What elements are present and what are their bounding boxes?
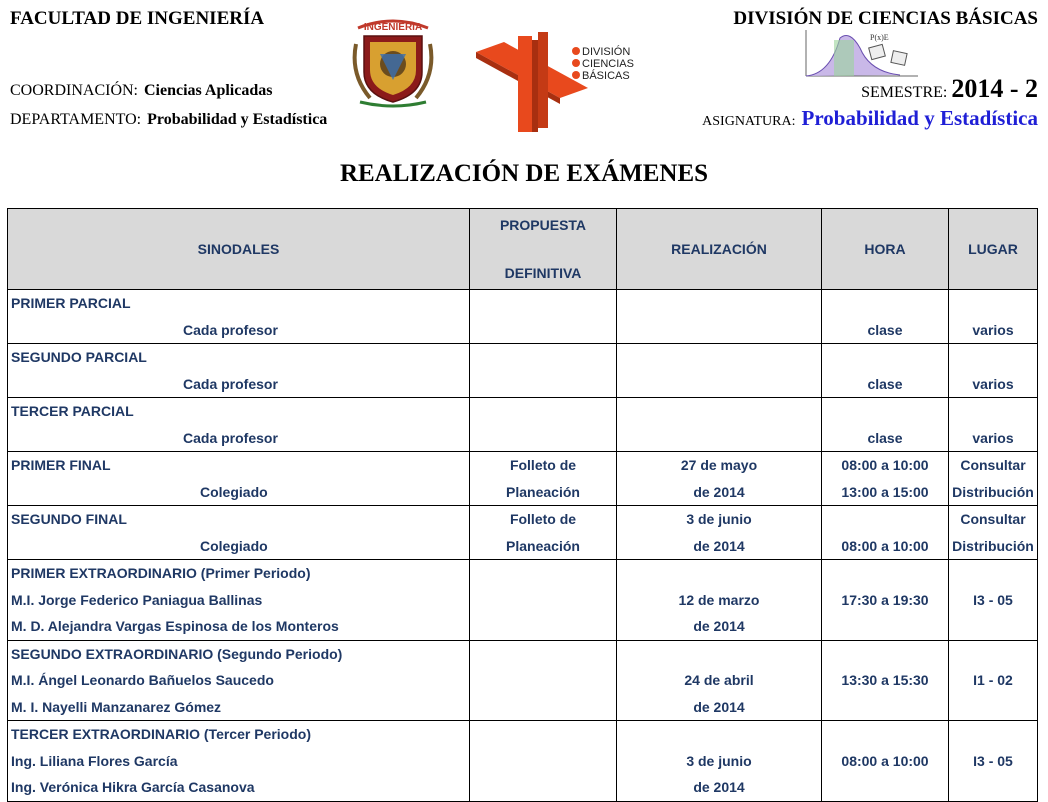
lugar-line1: Consultar [960, 511, 1026, 527]
table-header-row [8, 209, 1038, 290]
lugar-value: varios [972, 321, 1014, 338]
propuesta-cell [470, 506, 617, 560]
propuesta-cell [470, 344, 617, 398]
realizacion-cell [617, 398, 822, 452]
exams-table [7, 208, 1038, 802]
col-lugar: LUGAR [949, 209, 1038, 290]
col-propuesta-line2: DEFINITIVA [504, 265, 582, 281]
department-label: DEPARTAMENTO: [10, 111, 142, 128]
department [10, 111, 327, 129]
division-title: DIVISIÓN DE CIENCIAS BÁSICAS [733, 8, 1038, 29]
plot-label: P(x)E [870, 33, 889, 42]
col-propuesta [470, 209, 617, 290]
hora-value: 13:30 a 15:30 [841, 672, 929, 688]
table-row [8, 560, 1038, 641]
hora-value: 08:00 a 10:00 [841, 537, 929, 554]
realizacion-cell [617, 560, 822, 641]
lugar-cell [949, 398, 1038, 452]
hora-value: clase [867, 375, 903, 392]
lugar-value: varios [972, 429, 1014, 446]
realizacion-date: 27 de mayo [680, 457, 758, 473]
realizacion-year: de 2014 [693, 483, 745, 500]
propuesta-line2: Planeación [506, 537, 580, 554]
page-title: REALIZACIÓN DE EXÁMENES [339, 160, 709, 187]
semester-value: 2014 - 2 [951, 74, 1038, 103]
dcb-logo [476, 30, 636, 134]
hora-cell [822, 290, 949, 344]
department-value: Probabilidad y Estadística [147, 111, 328, 128]
col-propuesta-line1: PROPUESTA [499, 217, 587, 233]
hora-value: 08:00 a 10:00 [841, 752, 929, 769]
exam-name: PRIMER PARCIAL [11, 295, 131, 311]
table-row [8, 640, 1038, 721]
exam-name: TERCER PARCIAL [11, 403, 134, 419]
lugar-cell [949, 506, 1038, 560]
sinodal-1: Ing. Liliana Flores García [11, 752, 178, 769]
semester [861, 74, 1038, 104]
realizacion-cell [617, 721, 822, 802]
realizacion-year: de 2014 [693, 618, 745, 634]
semester-label: SEMESTRE: [861, 84, 948, 101]
faculty-title: FACULTAD DE INGENIERÍA [10, 8, 265, 29]
coordination-label: COORDINACIÓN: [10, 82, 138, 99]
propuesta-cell [470, 452, 617, 506]
propuesta-cell [470, 721, 617, 802]
sinodal-2: M. D. Alejandra Vargas Espinosa de los Monteros [11, 618, 339, 634]
realizacion-cell [617, 640, 822, 721]
realizacion-date: 24 de abril [684, 672, 754, 688]
propuesta-cell [470, 640, 617, 721]
realizacion-year: de 2014 [693, 698, 745, 715]
table-row [8, 506, 1038, 560]
exam-name: SEGUNDO EXTRAORDINARIO (Segundo Periodo) [11, 645, 343, 662]
col-hora: HORA [822, 209, 949, 290]
exam-name: SEGUNDO PARCIAL [11, 349, 147, 365]
sinodales-cell [8, 506, 470, 560]
exam-sinodal: Cada profesor [183, 429, 278, 446]
propuesta-cell [470, 398, 617, 452]
lugar-cell [949, 344, 1038, 398]
sinodales-cell [8, 560, 470, 641]
table-row [8, 721, 1038, 802]
hora-cell [822, 721, 949, 802]
table-row [8, 344, 1038, 398]
lugar-value: I3 - 05 [973, 752, 1013, 769]
seal-text: INGENIERIA [363, 22, 423, 33]
table-row [8, 398, 1038, 452]
sinodal-2: M. I. Nayelli Manzanarez Gómez [11, 698, 222, 715]
realizacion-cell [617, 290, 822, 344]
lugar-value: I3 - 05 [973, 591, 1013, 608]
propuesta-line2: Planeación [506, 483, 580, 500]
lugar-line2: Distribución [952, 483, 1034, 500]
sinodales-cell [8, 398, 470, 452]
hora-cell [822, 452, 949, 506]
dcb-text-2: CIENCIAS [582, 58, 634, 70]
realizacion-date: 12 de marzo [678, 591, 760, 608]
col-sinodales: SINODALES [8, 209, 470, 290]
hora-cell [822, 560, 949, 641]
sinodales-cell [8, 452, 470, 506]
propuesta-cell [470, 290, 617, 344]
col-realizacion: REALIZACIÓN [617, 209, 822, 290]
exam-sinodal: Colegiado [200, 537, 268, 554]
probability-illustration [800, 28, 920, 78]
hora-value: 08:00 a 10:00 [841, 457, 929, 473]
lugar-cell [949, 290, 1038, 344]
realizacion-cell [617, 344, 822, 398]
exam-name: TERCER EXTRAORDINARIO (Tercer Periodo) [11, 726, 311, 742]
lugar-cell [949, 560, 1038, 641]
subject [702, 106, 1038, 131]
hora-cell [822, 640, 949, 721]
hora-cell [822, 506, 949, 560]
lugar-cell [949, 721, 1038, 802]
exam-name: PRIMER EXTRAORDINARIO (Primer Periodo) [11, 565, 311, 581]
hora-cell [822, 344, 949, 398]
table-row [8, 452, 1038, 506]
coordination-value: Ciencias Aplicadas [144, 82, 273, 99]
lugar-value: varios [972, 375, 1014, 392]
sinodales-cell [8, 344, 470, 398]
realizacion-cell [617, 506, 822, 560]
dcb-text-1: DIVISIÓN [582, 46, 631, 58]
propuesta-line1: Folleto de [509, 511, 577, 527]
hora-cell [822, 398, 949, 452]
sinodal-1: M.I. Jorge Federico Paniagua Ballinas [11, 591, 263, 608]
lugar-cell [949, 452, 1038, 506]
subject-label: ASIGNATURA: [702, 114, 796, 129]
realizacion-cell [617, 452, 822, 506]
engineering-seal-logo [350, 14, 436, 108]
coordination [10, 82, 272, 100]
sinodales-cell [8, 721, 470, 802]
exam-sinodal: Cada profesor [183, 375, 278, 392]
sinodales-cell [8, 290, 470, 344]
dcb-text-3: BÁSICAS [582, 70, 630, 82]
hora-value: clase [867, 321, 903, 338]
sinodales-cell [8, 640, 470, 721]
sinodal-1: M.I. Ángel Leonardo Bañuelos Saucedo [11, 672, 274, 688]
realizacion-year: de 2014 [693, 537, 745, 554]
lugar-line1: Consultar [960, 457, 1026, 473]
subject-value: Probabilidad y Estadística [801, 106, 1038, 130]
exam-sinodal: Colegiado [200, 483, 268, 500]
lugar-cell [949, 640, 1038, 721]
exam-sinodal: Cada profesor [183, 321, 278, 338]
lugar-value: I1 - 02 [973, 672, 1013, 688]
realizacion-year: de 2014 [693, 779, 745, 795]
propuesta-cell [470, 560, 617, 641]
propuesta-line1: Folleto de [509, 457, 577, 473]
hora-value-2: 13:00 a 15:00 [841, 483, 929, 500]
realizacion-date: 3 de junio [686, 511, 752, 527]
table-row [8, 290, 1038, 344]
hora-value: clase [867, 429, 903, 446]
hora-value: 17:30 a 19:30 [841, 591, 929, 608]
exam-name: SEGUNDO FINAL [11, 511, 127, 527]
sinodal-2: Ing. Verónica Hikra García Casanova [11, 779, 255, 795]
lugar-line2: Distribución [952, 537, 1034, 554]
exam-name: PRIMER FINAL [11, 457, 111, 473]
realizacion-date: 3 de junio [686, 752, 752, 769]
